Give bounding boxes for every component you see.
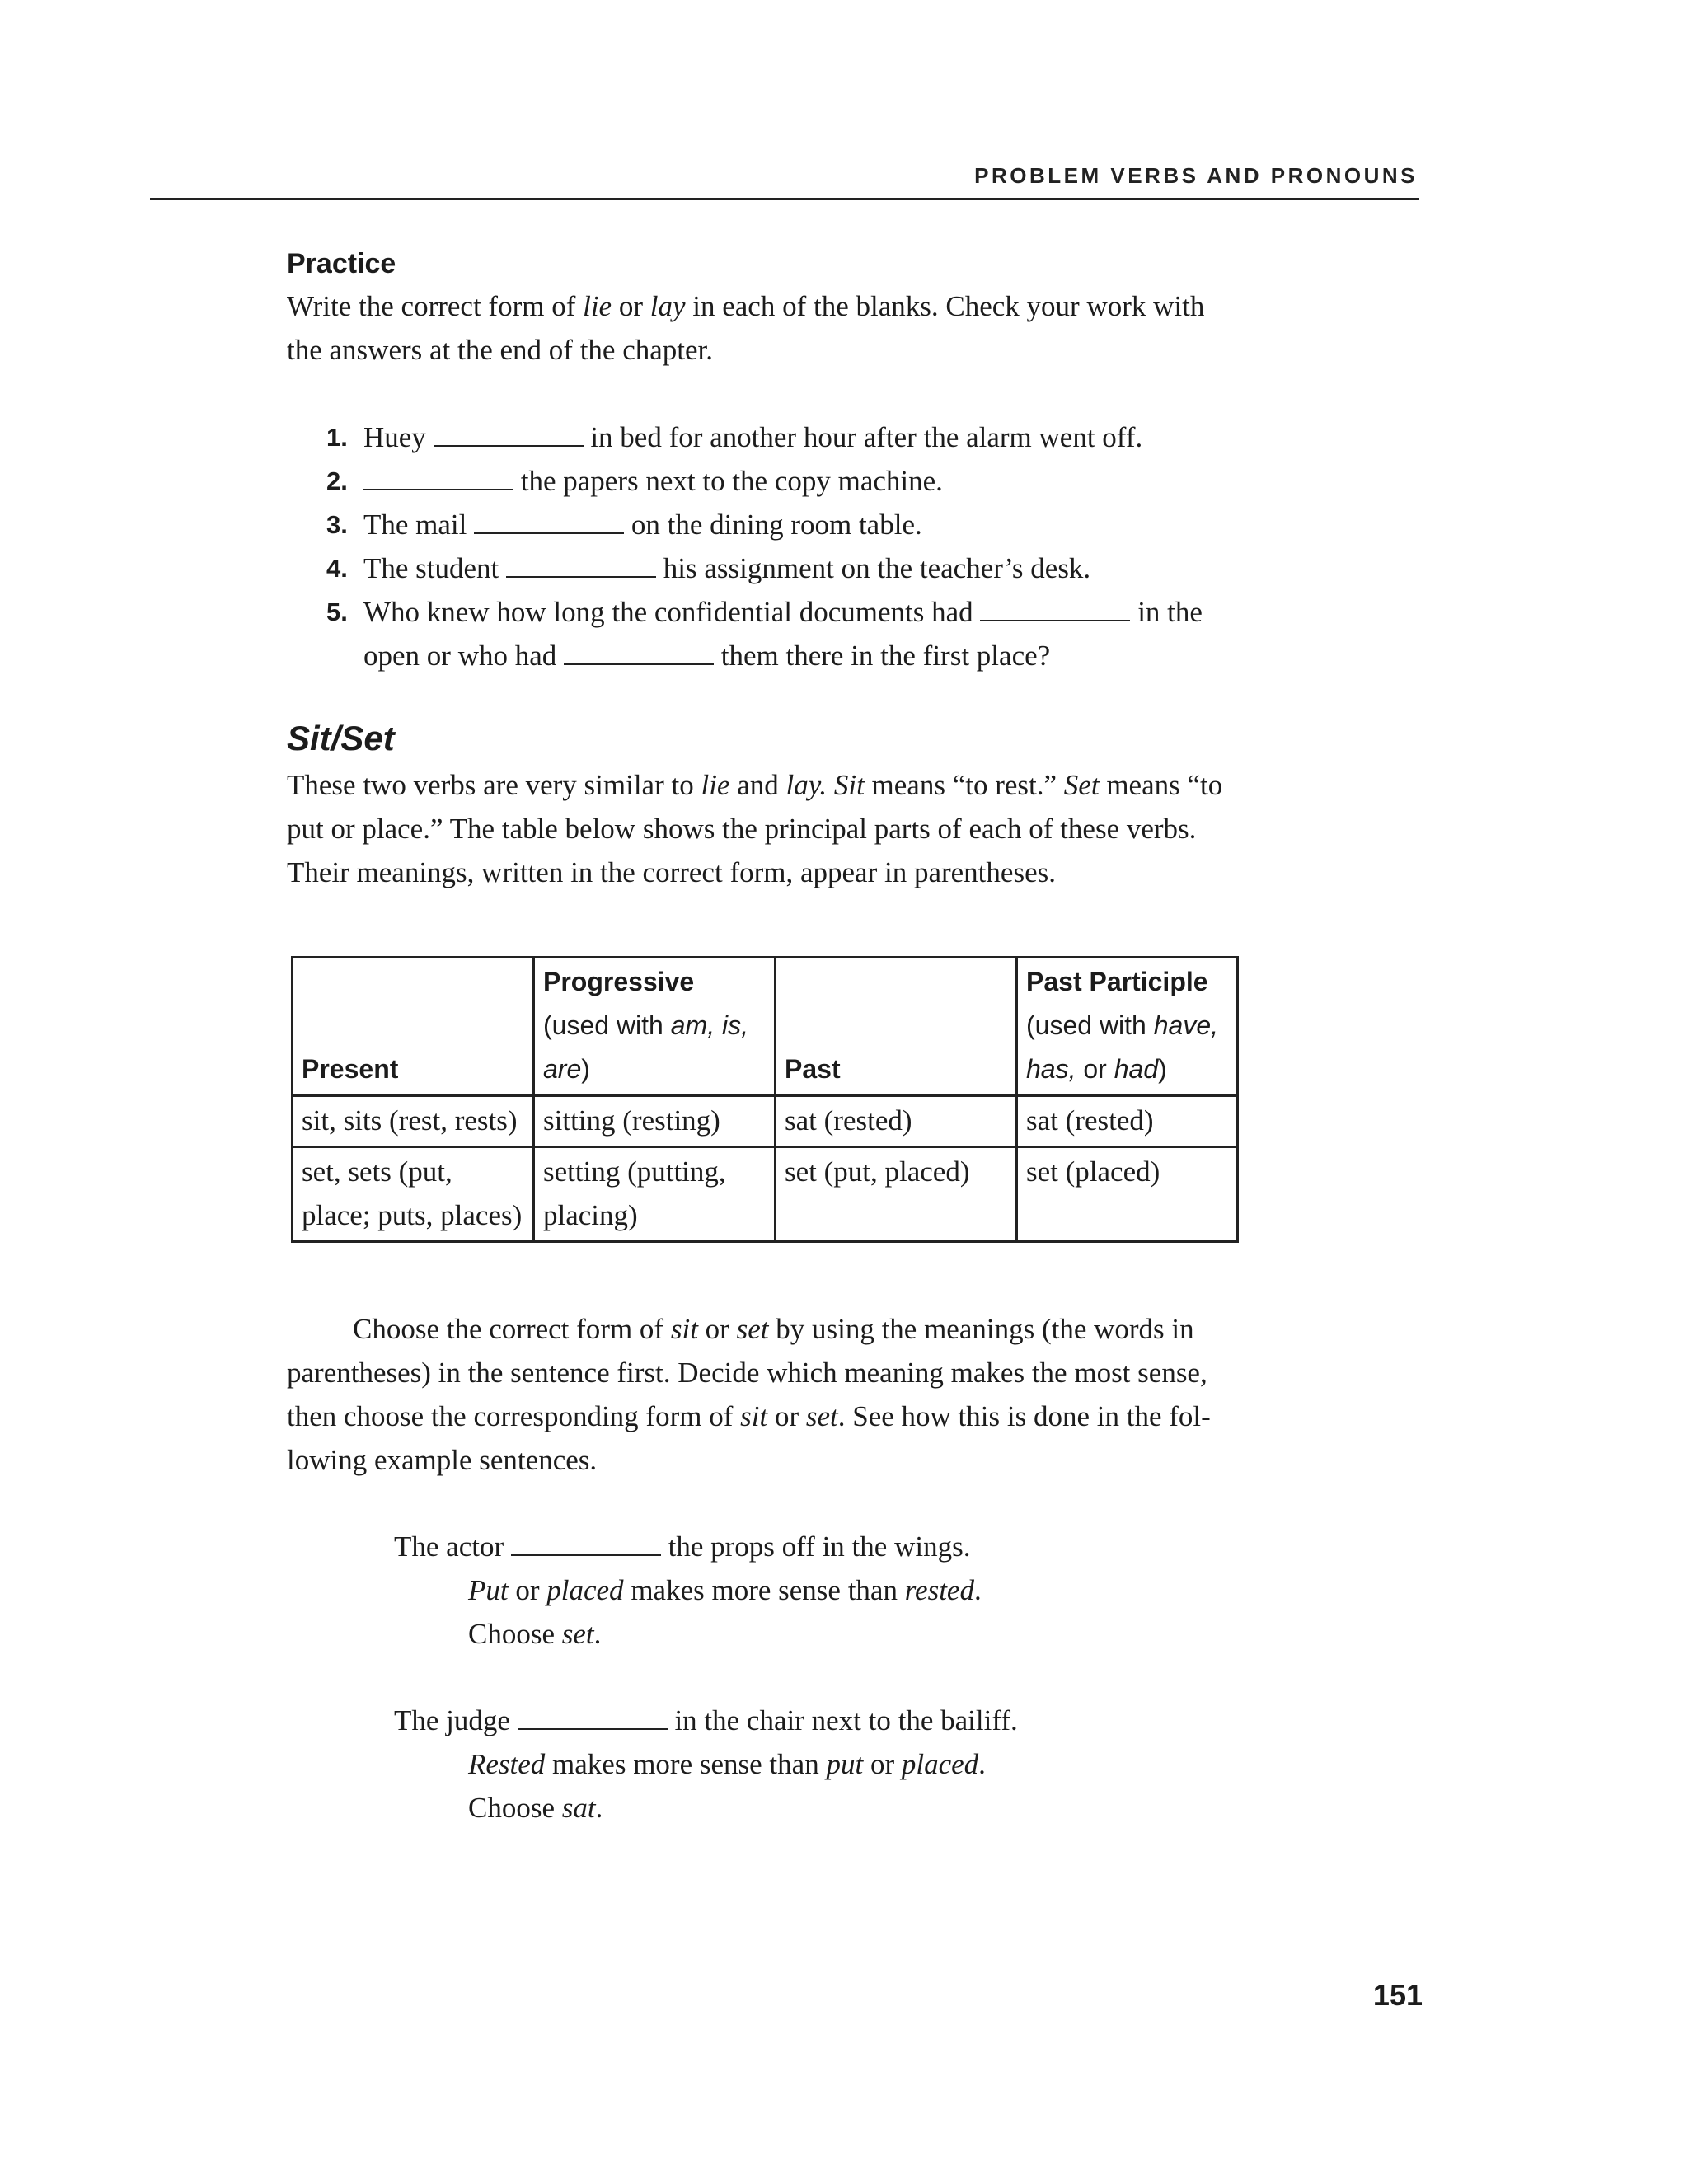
running-title: PROBLEM VERBS AND PRONOUNS	[974, 163, 1418, 188]
example-note: Rested makes more sense than put or placed.	[468, 1748, 986, 1780]
answer-blank	[980, 595, 1130, 621]
example-choice: Choose sat.	[468, 1792, 603, 1824]
cell-past-participle: set (placed)	[1017, 1147, 1238, 1242]
list-item: 5. Who knew how long the confidential documents had in the open or who had them there in the first place?	[326, 590, 1243, 677]
list-item: 2. the papers next to the copy machine.	[326, 459, 1243, 503]
page-number: 151	[1372, 1978, 1423, 2012]
cell-past: sat (rested)	[776, 1096, 1017, 1147]
cell-past-participle: sat (rested)	[1017, 1096, 1238, 1147]
example-sentence: The judge in the chair next to the bailiff.	[394, 1704, 1018, 1736]
answer-blank	[518, 1704, 668, 1730]
list-item: 1. Huey in bed for another hour after the alarm went off.	[326, 415, 1243, 459]
table-row	[293, 1096, 1238, 1147]
running-head	[150, 163, 1419, 200]
answer-blank	[434, 420, 584, 447]
explanation-paragraph: Choose the correct form of sit or set by using the meanings (the words in parentheses) in the sentence first. Decide which meaning makes the most sense, then choose the corresponding form of sit or set. See how this is done in the fol-lowing example sentences.	[287, 1313, 1211, 1476]
example-1	[394, 1525, 1243, 1656]
item-number: 3.	[326, 510, 348, 539]
practice-list	[326, 415, 1243, 677]
example-sentence: The actor the props off in the wings.	[394, 1530, 971, 1563]
practice-title: Practice	[287, 248, 396, 279]
page-content	[287, 243, 1243, 1830]
cell-present: sit, sits (rest, rests)	[293, 1096, 534, 1147]
answer-blank	[363, 464, 513, 490]
item-number: 5.	[326, 598, 348, 626]
header-past: Past	[776, 958, 1017, 1096]
list-item: 4. The student his assignment on the teacher’s desk.	[326, 546, 1243, 590]
table-header-row	[293, 958, 1238, 1096]
item-number: 4.	[326, 554, 348, 583]
verb-table	[291, 956, 1239, 1243]
item-number: 2.	[326, 466, 348, 495]
header-present: Present	[293, 958, 534, 1096]
answer-blank	[506, 551, 656, 578]
header-past-participle: Past Participle (used with have, has, or had)	[1017, 958, 1238, 1096]
item-number: 1.	[326, 423, 348, 452]
cell-past: set (put, placed)	[776, 1147, 1017, 1242]
answer-blank	[564, 639, 714, 665]
practice-instructions: Write the correct form of lie or lay in each of the blanks. Check your work with the answers at the end of the chapter.	[287, 290, 1205, 366]
answer-blank	[511, 1530, 661, 1556]
header-progressive: Progressive (used with am, is, are)	[534, 958, 776, 1096]
example-2	[394, 1699, 1243, 1830]
list-item: 3. The mail on the dining room table.	[326, 503, 1243, 546]
section-title: Sit/Set	[287, 719, 395, 757]
example-note: Put or placed makes more sense than rested.	[468, 1574, 982, 1606]
cell-present: set, sets (put, place; puts, places)	[293, 1147, 534, 1242]
sitset-intro: These two verbs are very similar to lie and lay. Sit means “to rest.” Set means “to put or place.” The table below shows the principal parts of each of these verbs. Their meanings, written in the correct form, appear in parentheses.	[287, 769, 1223, 888]
example-choice: Choose set.	[468, 1618, 602, 1650]
table-row	[293, 1147, 1238, 1242]
answer-blank	[474, 508, 624, 534]
cell-progressive: sitting (resting)	[534, 1096, 776, 1147]
cell-progressive: setting (putting, placing)	[534, 1147, 776, 1242]
